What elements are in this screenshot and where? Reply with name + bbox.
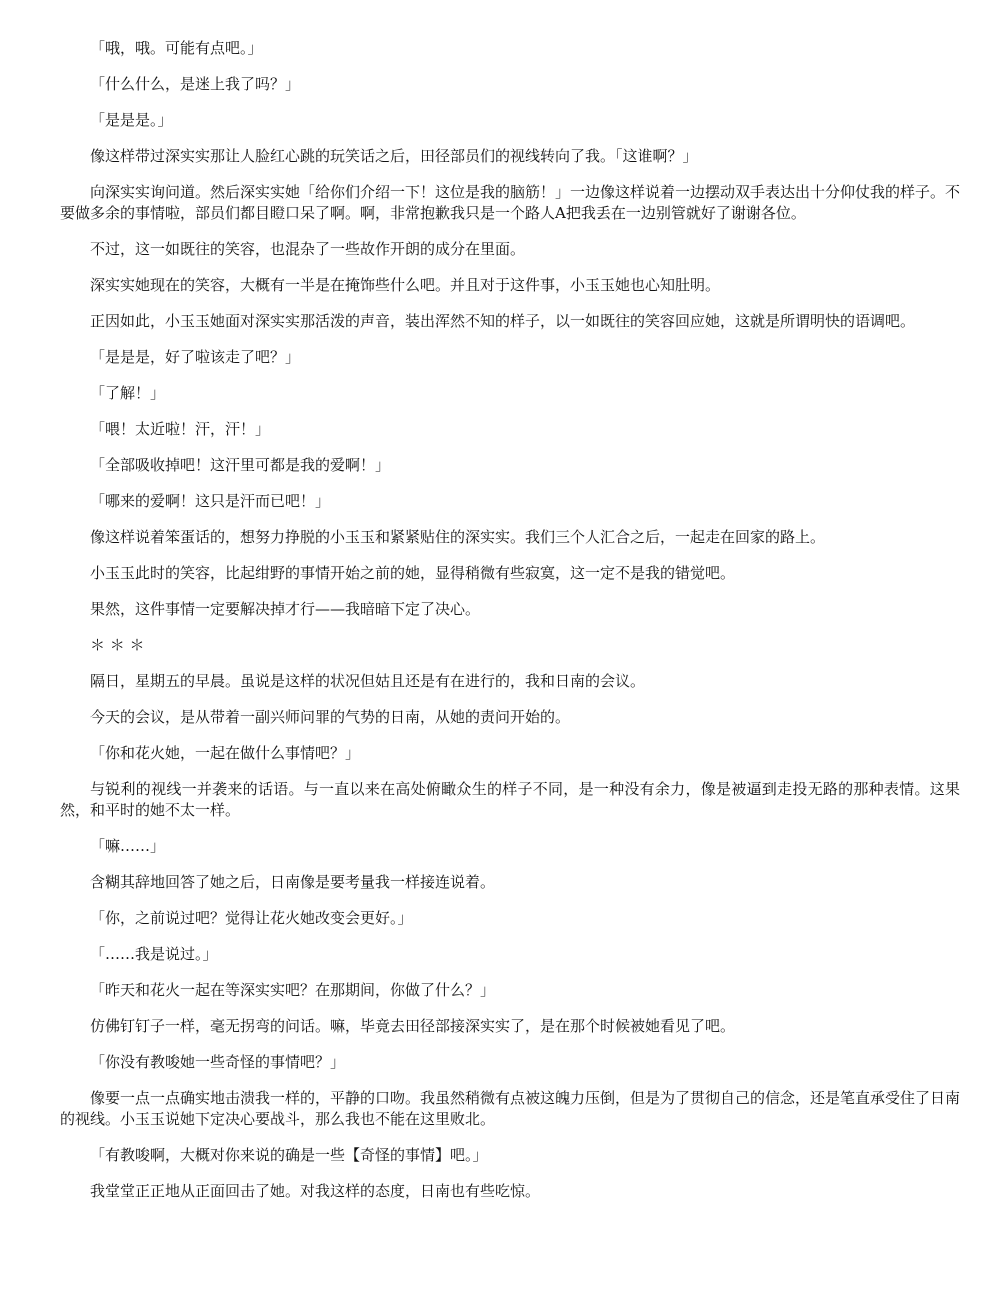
paragraph: 仿佛钉钉子一样，毫无拐弯的问话。嘛，毕竟去田径部接深实实了，是在那个时候被她看见了吧。 (90, 1017, 736, 1035)
paragraph: 像这样说着笨蛋话的，想努力挣脱的小玉玉和紧紧贴住的深实实。我们三个人汇合之后，一起走在回家的路上。 (90, 528, 826, 546)
paragraph: 今天的会议，是从带着一副兴师问罪的气势的日南，从她的责问开始的。 (90, 708, 571, 726)
paragraph: 「你没有教唆她一些奇怪的事情吧？」 (90, 1053, 346, 1071)
paragraph: 「……我是说过。」 (90, 945, 218, 963)
paragraph: 果然，这件事情一定要解决掉才行——我暗暗下定了决心。 (90, 600, 481, 618)
paragraph: 「哦，哦。可能有点吧。」 (90, 39, 263, 57)
paragraph: 含糊其辞地回答了她之后，日南像是要考量我一样接连说着。 (90, 873, 496, 891)
paragraph: 「喂！太近啦！汗，汗！」 (90, 420, 271, 438)
paragraph: 与锐利的视线一并袭来的话语。与一直以来在高处俯瞰众生的样子不同，是一种没有余力，像是被逼到走投无路的那种表情。这果然，和平时的她不太一样。 (60, 780, 960, 819)
paragraph: 「你，之前说过吧？觉得让花火她改变会更好。」 (90, 909, 413, 927)
paragraph: 「昨天和花火一起在等深实实吧？在那期间，你做了什么？」 (90, 981, 496, 999)
paragraph: 「嘛……」 (90, 837, 166, 855)
paragraph: 「全部吸收掉吧！这汗里可都是我的爱啊！」 (90, 456, 391, 474)
paragraph: 隔日，星期五的早晨。虽说是这样的状况但姑且还是有在进行的，我和日南的会议。 (90, 672, 646, 690)
paragraph: 「是是是。」 (90, 111, 173, 129)
paragraph: 我堂堂正正地从正面回击了她。对我这样的态度，日南也有些吃惊。 (90, 1182, 541, 1200)
paragraph: 小玉玉此时的笑容，比起绀野的事情开始之前的她，显得稍微有些寂寞，这一定不是我的错觉吧。 (90, 564, 736, 582)
paragraph: 「了解！」 (90, 384, 166, 402)
paragraph: 像要一点一点确实地击溃我一样的，平静的口吻。我虽然稍微有点被这魄力压倒，但是为了贯彻自己的信念，还是笔直承受住了日南的视线。小玉玉说她下定决心要战斗，那么我也不能在这里败北。 (60, 1089, 961, 1128)
document-page (60, 38, 960, 1217)
paragraph: 深实实她现在的笑容，大概有一半是在掩饰些什么吧。并且对于这件事，小玉玉她也心知肚明。 (90, 276, 721, 294)
paragraph: 向深实实询问道。然后深实实她「给你们介绍一下！这位是我的脑筋！」一边像这样说着一边摆动双手表达出十分仰仗我的样子。不要做多余的事情啦，部员们都目瞪口呆了啊。啊，非常抱歉我只是一个路人A把我丢在一边别管就好了谢谢各位。 (60, 183, 961, 222)
paragraph: 不过，这一如既往的笑容，也混杂了一些故作开朗的成分在里面。 (90, 240, 526, 258)
paragraph: 「是是是，好了啦该走了吧？」 (90, 348, 301, 366)
paragraph: 「哪来的爱啊！这只是汗而已吧！」 (90, 492, 331, 510)
paragraph: 正因如此，小玉玉她面对深实实那活泼的声音，装出浑然不知的样子，以一如既往的笑容回应她，这就是所谓明快的语调吧。 (90, 312, 916, 330)
section-break: ＊ ＊ ＊ (90, 636, 145, 654)
paragraph: 「你和花火她，一起在做什么事情吧？」 (90, 744, 361, 762)
paragraph: 「什么什么，是迷上我了吗？」 (90, 75, 301, 93)
paragraph: 像这样带过深实实那让人脸红心跳的玩笑话之后，田径部员们的视线转向了我。「这谁啊？」 (90, 147, 698, 165)
paragraph: 「有教唆啊，大概对你来说的确是一些【奇怪的事情】吧。」 (90, 1146, 488, 1164)
